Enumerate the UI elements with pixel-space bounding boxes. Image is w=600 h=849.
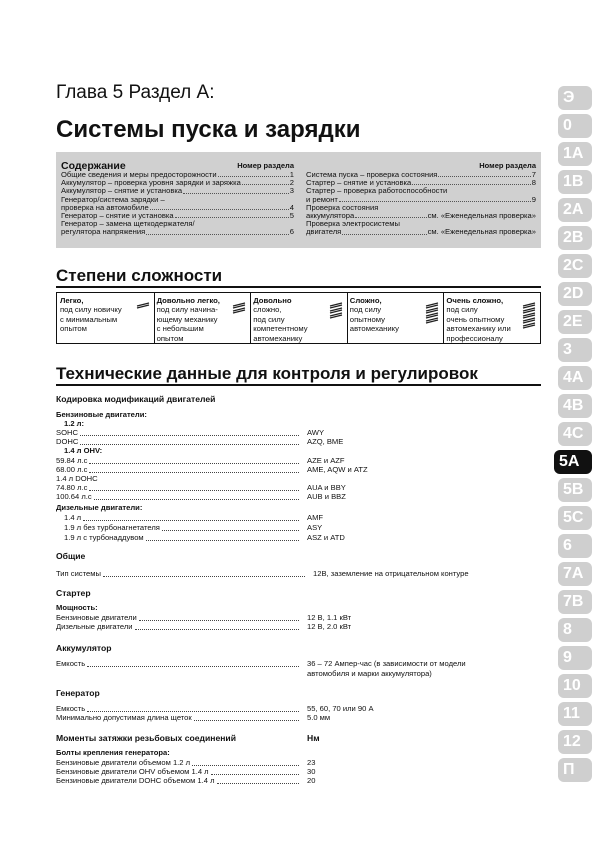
- difficulty-level: [347, 293, 428, 343]
- tab-chapter[interactable]: 4B: [558, 394, 592, 418]
- leader-dots: [80, 444, 299, 445]
- difficulty-label: Довольно: [253, 296, 292, 305]
- toc-entry: Генератор – замена щеткодержателя/: [61, 219, 195, 229]
- starter-heading: Стартер: [56, 588, 91, 598]
- tab-chapter[interactable]: 4C: [558, 422, 592, 446]
- tab-chapter[interactable]: 10: [558, 674, 592, 698]
- toc-entry: Генератор/система зарядки –: [61, 194, 165, 204]
- toc-entry: Аккумулятор – проверка уровня зарядки и заряжка 2: [61, 178, 294, 188]
- difficulty-label: Легко,: [60, 296, 84, 305]
- toc-entry: Общие сведения и меры предосторожности 1: [61, 170, 294, 179]
- spanner-icon: [522, 299, 536, 329]
- torque-unit: Нм: [307, 733, 320, 743]
- difficulty-divider: [347, 293, 348, 343]
- difficulty-text: под силу: [446, 305, 478, 315]
- difficulty-level: [250, 293, 331, 343]
- toc-entry: Стартер – проверка работоспособности: [306, 186, 448, 196]
- contents-right-column: [306, 156, 536, 237]
- difficulty-label: Сложно,: [349, 296, 382, 305]
- toc-entry: Система пуска – проверка состояния 7: [306, 170, 536, 179]
- toc-entry: Проверка электросистемы: [306, 219, 400, 229]
- section-number-label: Номер раздела: [237, 160, 294, 170]
- tab-chapter[interactable]: 8: [558, 618, 592, 642]
- section-number-label: Номер раздела: [479, 160, 536, 170]
- difficulty-text: опытом: [156, 333, 184, 343]
- toc-entry: двигателя см. «Еженедельная проверка»: [306, 227, 536, 237]
- toc-entry: регулятора напряжения 6: [61, 227, 294, 237]
- alternator-heading: Генератор: [56, 688, 100, 698]
- leader-dots: [83, 520, 299, 521]
- tab-chapter[interactable]: 7B: [558, 590, 592, 614]
- toc-entry: Стартер – снятие и установка 8: [306, 178, 536, 188]
- difficulty-level: [443, 293, 524, 343]
- leader-dots: [135, 629, 299, 630]
- leader-dots: [162, 530, 299, 531]
- leader-dots: [192, 765, 299, 766]
- difficulty-divider: [154, 293, 155, 343]
- toc-entry: проверка на автомобиле 4: [61, 202, 294, 212]
- difficulty-text: опытом: [60, 324, 87, 334]
- difficulty-heading: Степени сложности: [56, 266, 223, 285]
- spanner-icon: [232, 299, 246, 329]
- tab-chapter[interactable]: 0: [558, 114, 592, 138]
- difficulty-text: ющему механику: [156, 314, 218, 324]
- difficulty-label: Довольно легко,: [156, 296, 220, 305]
- battery-heading: Аккумулятор: [56, 643, 112, 653]
- tab-chapter[interactable]: 11: [558, 702, 592, 726]
- difficulty-text: очень опытному: [446, 314, 505, 324]
- difficulty-text: под силу начина-: [156, 305, 218, 315]
- leader-dots: [194, 720, 299, 721]
- tab-chapter[interactable]: 5C: [558, 506, 592, 530]
- tab-chapter[interactable]: 4A: [558, 366, 592, 390]
- difficulty-text: под силу новичку: [60, 305, 122, 315]
- leader-dots: [103, 576, 305, 577]
- engine-codes-heading: Кодировка модификаций двигателей: [56, 394, 216, 404]
- contents-box: [56, 152, 541, 248]
- difficulty-text: под силу: [253, 314, 285, 324]
- tab-chapter[interactable]: 2C: [558, 254, 592, 278]
- leader-dots: [211, 774, 299, 775]
- tech-rule: [56, 384, 541, 386]
- tab-chapter[interactable]: П: [558, 758, 592, 782]
- tab-chapter[interactable]: 6: [558, 534, 592, 558]
- tab-chapter[interactable]: 2B: [558, 226, 592, 250]
- chapter-label: Глава 5 Раздел A:: [56, 82, 215, 103]
- difficulty-divider: [443, 293, 444, 343]
- toc-entry: Генератор – снятие и установка 5: [61, 211, 294, 221]
- toc-entry: Проверка состояния: [306, 202, 379, 212]
- tab-chapter[interactable]: 2E: [558, 310, 592, 334]
- leader-dots: [87, 666, 299, 667]
- tab-chapter[interactable]: 12: [558, 730, 592, 754]
- spanner-icon: [425, 299, 439, 329]
- difficulty-label: Очень сложно,: [446, 296, 504, 305]
- toc-entry: аккумулятора см. «Еженедельная проверка»: [306, 211, 536, 221]
- tab-chapter[interactable]: 3: [558, 338, 592, 362]
- tech-heading: Технические данные для контроля и регулировок: [56, 364, 478, 383]
- difficulty-text: опытному: [349, 314, 386, 324]
- tab-chapter[interactable]: 9: [558, 646, 592, 670]
- difficulty-text: профессионалу: [446, 333, 503, 343]
- spanner-icon: [136, 299, 150, 329]
- leader-dots: [217, 783, 299, 784]
- difficulty-text: автомеханику: [253, 333, 303, 343]
- difficulty-rule: [56, 286, 541, 288]
- toc-entry: и ремонт 9: [306, 194, 536, 204]
- difficulty-text: под силу: [349, 305, 382, 315]
- torque-heading: Моменты затяжки резьбовых соединений: [56, 733, 236, 743]
- tab-chapter[interactable]: 2A: [558, 198, 592, 222]
- leader-dots: [89, 472, 299, 473]
- leader-dots: [146, 540, 299, 541]
- difficulty-divider: [250, 293, 251, 343]
- difficulty-text: автомеханику или: [446, 324, 511, 334]
- tab-chapter[interactable]: 7A: [558, 562, 592, 586]
- difficulty-text: с небольшим: [156, 324, 204, 334]
- general-heading: Общие: [56, 551, 86, 561]
- tab-chapter[interactable]: Э: [558, 86, 592, 110]
- spanner-icon: [329, 299, 343, 329]
- difficulty-level: [154, 293, 235, 343]
- tab-chapter[interactable]: 5B: [558, 478, 592, 502]
- contents-left-column: [61, 156, 294, 237]
- tab-chapter[interactable]: 5A: [554, 450, 592, 474]
- difficulty-text: с минимальным: [60, 314, 118, 324]
- leader-dots: [87, 711, 299, 712]
- leader-dots: [89, 490, 299, 491]
- difficulty-text: сложно,: [253, 305, 282, 315]
- difficulty-text: компетентному: [253, 324, 308, 334]
- leader-dots: [139, 620, 299, 621]
- contents-heading: Содержание: [61, 159, 126, 172]
- tab-chapter[interactable]: 2D: [558, 282, 592, 306]
- difficulty-table: [56, 292, 541, 344]
- difficulty-text: автомеханику: [349, 324, 399, 334]
- toc-entry: Аккумулятор – снятие и установка 3: [61, 186, 294, 196]
- leader-dots: [94, 499, 299, 500]
- tab-chapter[interactable]: 1B: [558, 170, 592, 194]
- leader-dots: [89, 463, 299, 464]
- leader-dots: [80, 435, 299, 436]
- page-title: Системы пуска и зарядки: [56, 116, 361, 143]
- tab-chapter[interactable]: 1A: [558, 142, 592, 166]
- difficulty-level: [57, 293, 138, 343]
